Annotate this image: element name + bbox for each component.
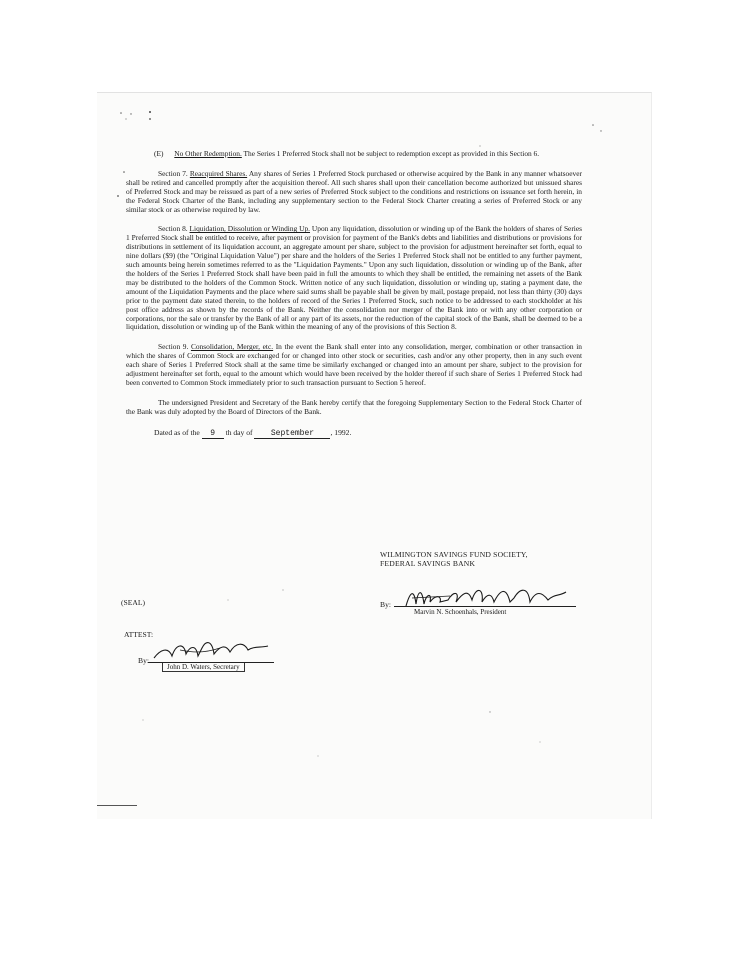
paragraph-heading: No Other Redemption. [174,149,242,158]
document-body [126,150,582,439]
organization-line-1: WILMINGTON SAVINGS FUND SOCIETY, [380,550,528,559]
paragraph-text: Any shares of Series 1 Preferred Stock purchased or otherwise acquired by the Bank in any manner whatsoever shall be retired and cancelled promptly after the acquisition thereof. All such shares shall upon their cancellation become authorized but unissued shares of Preferred Stock and may be reissued as part of a new series of Preferred Stock subject to the conditions and restrictions on issuance set forth herein, in the Federal Stock Charter of the Bank, including any supplementary section to the Federal Stock Charter creating a series of Preferred Stock or any similar stock or as otherwise required by law. [126,168,582,214]
footnote-rule [97,805,137,806]
dated-suffix: , 1992. [330,427,352,437]
president-name-title: Marvin N. Schoenhals, President [414,608,507,616]
secretary-signature-block [138,638,274,670]
dated-mid: th day of [225,427,253,437]
attest-label: ATTEST: [124,630,154,639]
paragraph-section-9 [126,343,582,388]
organization-name [380,550,528,568]
dated-line [154,429,582,439]
seal-label: (SEAL) [121,598,146,607]
paragraph-tag: Section 7. [158,168,188,178]
paragraph-text: The undersigned President and Secretary of the Bank hereby certify that the foregoing Supplementary Section to the Federal Stock Charter of the Bank was duly adopted by the Board of Directors of the Bank. [126,397,582,416]
paragraph-certification [126,399,582,417]
paragraph-text: In the event the Bank shall enter into any consolidation, merger, combination or other transaction in which the shares of Common Stock are exchanged for or changed into other stock or securities, cash and/or any other property, then in any such event each share of Series 1 Preferred Stock shall at the same time be similarly exchanged or changed into an amount per share, subject to the provision for adjustment hereinafter set forth, equal to the amount which would have been received by the holder thereof if such share of Series 1 Preferred Stock had been converted to Common Stock immediately prior to such transaction pursuant to Section 5 hereof. [126,342,582,387]
paragraph-heading: Reacquired Shares. [189,168,248,178]
paragraph-no-other-redemption [126,150,582,159]
paragraph-text: The Series 1 Preferred Stock shall not be subject to redemption except as provided in this Section 6. [243,149,540,158]
paragraph-section-8 [126,225,582,332]
dated-day: 9 [202,429,224,439]
paragraph-section-7 [126,170,582,215]
president-by-label: By: [380,600,391,609]
secretary-signature-icon [150,638,274,664]
paragraph-tag: Section 9. [158,342,189,352]
dated-prefix: Dated as of the [154,427,200,437]
paragraph-heading: Liquidation, Dissolution or Winding Up. [189,224,311,234]
secretary-by-label: By: [138,656,149,665]
paragraph-tag: Section 8. [158,224,188,234]
organization-line-2: FEDERAL SAVINGS BANK [380,559,476,568]
secretary-name-title: John D. Waters, Secretary [162,663,245,672]
president-signature-rule [394,606,576,607]
paragraph-heading: Consolidation, Merger, etc. [190,342,274,352]
dated-month: September [254,429,330,439]
paragraph-tag: (E) [154,149,164,158]
president-signature-block [380,584,578,616]
paragraph-text: Upon any liquidation, dissolution or winding up of the Bank the holders of shares of Series 1 Preferred Stock shall be entitled to receive, after payment or provision for payment of the Bank's debts and liabilities and distributions or provisions for distributions in settlement of its liquidation account, an aggregate amount per share, subject to the provision for adjustment hereinafter set forth, equal to nine dollars ($9) (the "Original Liquidation Value") per share and the holders of the Series 1 Preferred Stock shall not be entitled to any further payment, such amounts being herein sometimes referred to as the "Liquidation Payments." Upon any such liquidation, dissolution or winding up of the Bank, after the holders of the Series 1 Preferred Stock shall have been paid in full the amounts to which they shall be entitled, the remaining net assets of the Bank may be distributed to the holders of the Common Stock. Written notice of any such liquidation, dissolution or winding up, stating a payment date, the amount of the Liquidation Payments and the place where said sums shall be payable shall be given by mail, postage prepaid, not less than thirty (30) days prior to the payment date stated therein, to the holders of record of the Series 1 Preferred Stock, such notice to be addressed to each stockholder at his post office address as shown by the records of the Bank. Neither the consolidation nor merger of the Bank into or with any other corporation or corporations, nor the sale or transfer by the Bank of all or any part of its assets, nor the reduction of the capital stock of the Bank, shall be deemed to be a liquidation, dissolution or winding up of the Bank within the meaning of any of the provisions of this Section 8. [126,224,582,332]
